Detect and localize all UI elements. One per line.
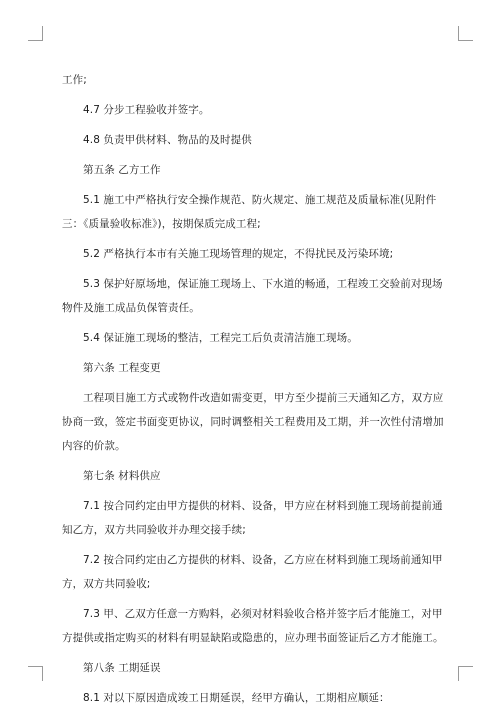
- crop-mark-bottom-right: [458, 666, 473, 681]
- paragraph-5-3: 5.3 保护好原场地，保证施工现场上、下水道的畅通，工程竣工交验前对现场物件及施工成品负保管责任。: [62, 278, 443, 314]
- paragraph-article-6-body: 工程项目施工方式或物件改造如需变更，甲方至少提前三天通知乙方，双方应协商一致，签定书面变更协议，同时调整相关工程费用及工期，并一次性付清增加内容的价款。: [62, 392, 444, 452]
- paragraph-7-3: 7.3 甲、乙双方任意一方购料，必须对材料验收合格并签字后才能施工，对甲方提供或指定购买的材料有明显缺陷或隐患的，应办理书面签证后乙方才能施工。: [62, 608, 444, 644]
- paragraph-8-1: 8.1 对以下原因造成竣工日期延误，经甲方确认，工期相应顺延：: [83, 692, 390, 704]
- section-heading-article-7: 第七条 材料供应: [83, 470, 161, 482]
- document-body: [62, 68, 448, 716]
- section-heading-article-8: 第八条 工期延误: [83, 662, 161, 674]
- paragraph-7-1: 7.1 按合同约定由甲方提供的材料、设备，甲方应在材料到施工现场前提前通知乙方，双方共同验收并办理交接手续;: [62, 500, 443, 536]
- section-heading-article-5: 第五条 乙方工作: [83, 164, 161, 176]
- paragraph-5-4: 5.4 保证施工现场的整洁，工程完工后负责清洁施工现场。: [83, 332, 358, 344]
- section-heading-article-6: 第六条 工程变更: [83, 362, 161, 374]
- paragraph-4-7: 4.7 分步工程验收并签字。: [83, 104, 210, 116]
- paragraph-7-2: 7.2 按合同约定由乙方提供的材料、设备，乙方应在材料到施工现场前通知甲方，双方共同验收;: [62, 554, 443, 590]
- paragraph-5-1: 5.1 施工中严格执行安全操作规范、防火规定、施工规范及质量标准(见附件三：《质量验收标准》)，按期保质完成工程;: [62, 194, 437, 230]
- crop-mark-top-right: [458, 26, 473, 41]
- paragraph-4-8: 4.8 负责甲供材料、物品的及时提供: [83, 134, 252, 146]
- crop-mark-bottom-left: [28, 666, 43, 681]
- crop-mark-top-left: [28, 26, 43, 41]
- paragraph-5-2: 5.2 严格执行本市有关施工现场管理的规定，不得扰民及污染环境;: [83, 248, 394, 260]
- paragraph-continuation: 工作;: [62, 74, 87, 86]
